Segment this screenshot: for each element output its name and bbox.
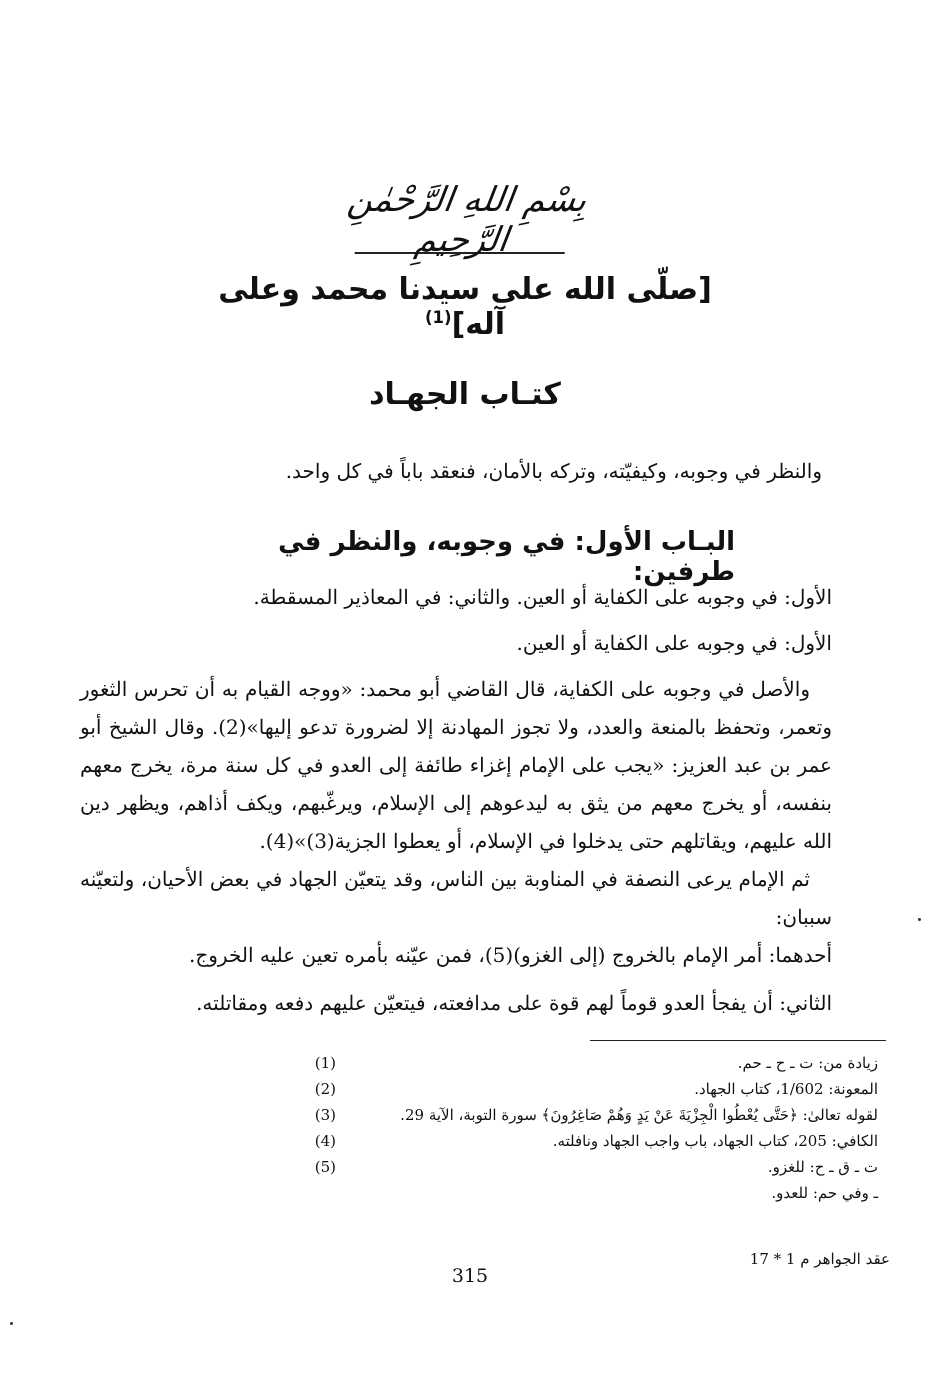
footnote-number: (2) [314, 1080, 336, 1098]
footnote-2 [300, 1076, 892, 1102]
page-number: 315 [451, 1265, 489, 1287]
footnote-number [300, 1180, 336, 1206]
footnote-text: المعونة: 1/602، كتاب الجهاد. [694, 1080, 878, 1098]
footnote-3 [300, 1102, 892, 1128]
footnotes [300, 1050, 892, 1206]
footnote-number: (5) [314, 1158, 336, 1176]
book-title: كتـاب الجهـاد [369, 377, 561, 412]
salawat-note-ref: (1) [424, 308, 452, 327]
footnote-text: ت ـ ق ـ ح: للغزو. [767, 1158, 878, 1176]
footnote-text: ـ وفي حم: للعدو. [771, 1184, 878, 1202]
paragraph-6: الثاني: أن يفجأ العدو قوماً لهم قوة على مدافعته، فيتعيّن عليهم دفعه ومقاتلته. [196, 991, 832, 1015]
paragraph-4: ثم الإمام يرعى النصفة في المناوبة بين الناس، وقد يتعيّن الجهاد في بعض الأحيان، ولتعيّنه سببان: [80, 867, 832, 929]
salawat-text: [صلّى الله على سيدنا محمد وعلى آله] [218, 272, 712, 342]
basmala-calligraphy [295, 180, 635, 260]
signature-mark: عقد الجواهر م 1 * 17 [749, 1250, 890, 1268]
footnote-separator [590, 1040, 886, 1041]
footnote-1 [300, 1050, 892, 1076]
footnote-text: الكافي: 205، كتاب الجهاد، باب واجب الجهاد ونافلته. [552, 1132, 878, 1150]
intro-paragraph: والنظر في وجوبه، وكيفيّته، وتركه بالأمان، فنعقد باباً في كل واحد. [285, 459, 822, 483]
footnote-number: (1) [314, 1054, 336, 1072]
paragraph-5: أحدهما: أمر الإمام بالخروج (إلى الغزو)(5)، فمن عيّنه بأمره تعين عليه الخروج. [189, 943, 832, 967]
footnote-number: (3) [314, 1106, 336, 1124]
scan-speck [918, 918, 921, 921]
footnote-number: (4) [314, 1132, 336, 1150]
salawat-line [200, 272, 730, 342]
footnote-5-continued [300, 1180, 892, 1206]
paragraph-1: الأول: في وجوبه على الكفاية أو العين. والثاني: في المعاذير المسقطة. [253, 585, 832, 609]
chapter-heading: البـاب الأول: في وجوبه، والنظر في طرفين: [278, 527, 735, 587]
paragraph-2: الأول: في وجوبه على الكفاية أو العين. [516, 631, 832, 655]
basmala-text: بِسْمِ اللهِ الرَّحْمٰنِ الرَّحِيمِ [345, 180, 590, 260]
footnote-text: زيادة من: ت ـ ح ـ حم. [737, 1054, 878, 1072]
scan-speck [10, 1322, 13, 1325]
footnote-4 [300, 1128, 892, 1154]
footnote-5 [300, 1154, 892, 1180]
footnote-text: لقوله تعالىٰ: ﴿حَتَّى يُعْطُوا الْجِزْيَةَ عَنْ يَدٍ وَهُمْ صَاغِرُونَ﴾ سورة التوبة، الآية 29. [400, 1106, 878, 1124]
paragraph-3: والأصل في وجوبه على الكفاية، قال القاضي أبو محمد: «ووجه القيام به أن تحرس الثغور وتعمر، وتحفظ بالمنعة والعدد، ولا تجوز المهادنة إلا لضرورة تدعو إليها»(2). وقال الشيخ أبو عمر بن عبد العزيز: «يجب على الإمام إغزاء طائفة إلى العدو في كل سنة مرة، يخرج معهم بنفسه، أو يخرج معهم من يثق به ليدعوهم إلى الإسلام، ويرغّبهم، ويكف أذاهم، ويظهر دين الله عليهم، ويقاتلهم حتى يدخلوا في الإسلام، أو يعطوا الجزية(3)»(4). [80, 677, 833, 853]
